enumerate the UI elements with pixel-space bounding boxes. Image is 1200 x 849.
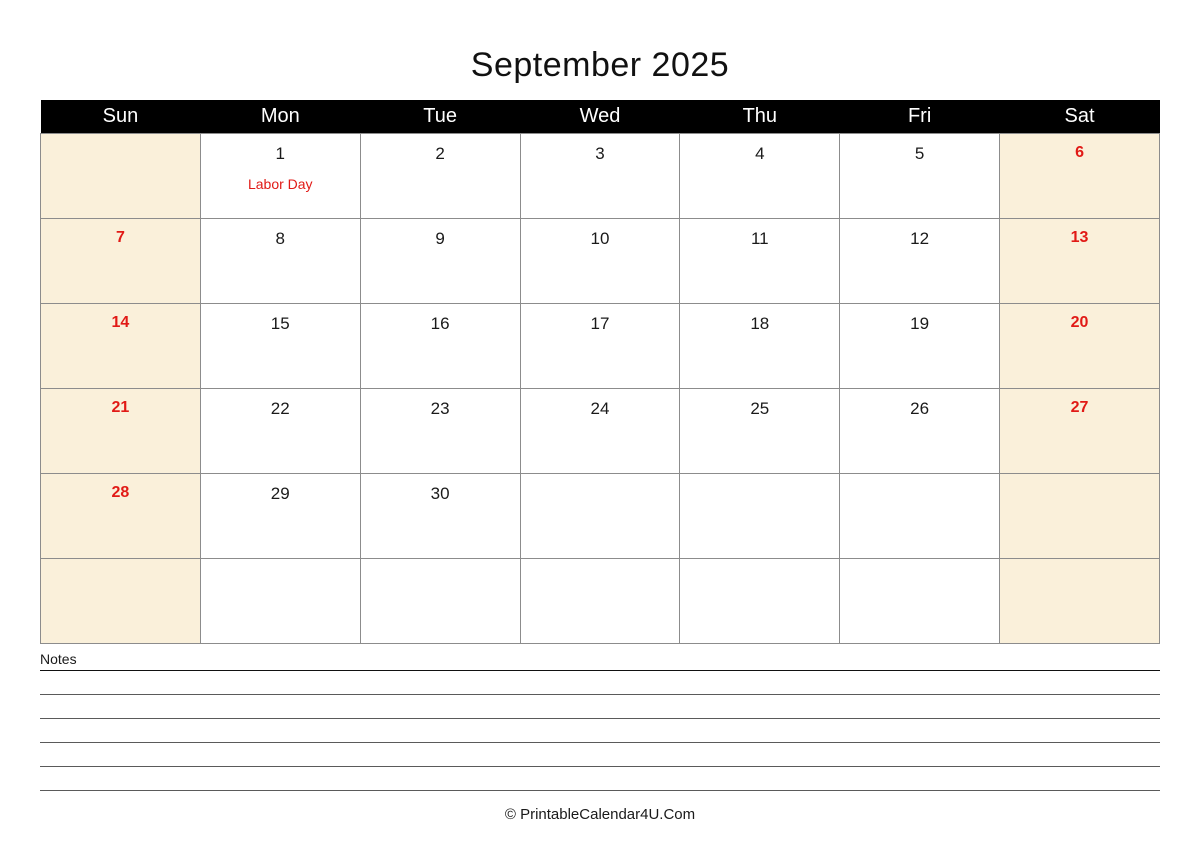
weekday-header-sun: Sun [41,100,201,134]
day-cell[interactable] [41,474,201,559]
day-cell[interactable] [680,134,840,219]
day-number: 1 [275,144,285,163]
day-number: 9 [435,229,445,248]
notes-section [40,651,1160,791]
day-cell[interactable] [1000,219,1160,304]
day-event [1000,331,1159,346]
day-number: 8 [275,229,285,248]
day-number [361,559,520,570]
day-event [680,247,839,262]
day-number [201,559,360,570]
day-number: 24 [590,399,610,418]
day-number [840,474,999,485]
day-event [680,332,839,347]
day-event [840,332,999,347]
day-number: 13 [1070,229,1089,246]
day-event [201,332,360,347]
day-cell[interactable] [680,219,840,304]
day-cell[interactable] [200,389,360,474]
day-event [41,570,200,585]
calendar-week-row [41,304,1160,389]
day-cell[interactable] [840,219,1000,304]
day-event [1000,416,1159,431]
day-event [521,247,680,262]
day-number: 14 [111,314,130,331]
day-cell[interactable] [41,389,201,474]
day-event [521,332,680,347]
day-cell[interactable] [520,304,680,389]
day-event [361,570,520,585]
footer-copyright: © PrintableCalendar4U.Com [504,806,696,823]
day-cell[interactable] [680,474,840,559]
day-cell[interactable] [1000,474,1160,559]
calendar-body [41,134,1160,644]
day-number [680,474,839,485]
day-cell[interactable] [360,559,520,644]
day-number: 27 [1070,399,1089,416]
day-event [521,485,680,500]
weekday-header-thu: Thu [680,100,840,134]
day-cell[interactable] [360,134,520,219]
day-event [361,417,520,432]
day-number: 21 [111,399,130,416]
day-cell[interactable] [1000,559,1160,644]
note-line[interactable] [40,695,1160,719]
day-number: 28 [111,484,130,501]
day-event [41,246,200,261]
day-number [521,559,680,570]
day-number: 25 [750,399,770,418]
day-number [1000,559,1159,570]
weekday-header-sat: Sat [1000,100,1160,134]
day-event [1000,246,1159,261]
day-number: 23 [430,399,450,418]
day-cell[interactable] [680,304,840,389]
day-event [521,162,680,177]
day-number: 26 [910,399,930,418]
day-cell[interactable] [840,304,1000,389]
day-cell[interactable] [41,304,201,389]
day-event [840,162,999,177]
page-title: September 2025 [470,46,730,84]
day-cell[interactable] [840,134,1000,219]
day-cell[interactable] [1000,304,1160,389]
day-cell[interactable] [520,389,680,474]
note-line[interactable] [40,767,1160,791]
day-cell[interactable] [680,389,840,474]
day-event [840,570,999,585]
day-number: 29 [270,484,290,503]
day-number: 17 [590,314,610,333]
day-number: 5 [914,144,925,163]
day-number [41,134,200,145]
day-cell[interactable] [840,389,1000,474]
day-number [840,559,999,570]
day-number: 4 [755,144,765,163]
weekday-header-wed: Wed [520,100,680,134]
day-event [201,247,360,262]
day-event [361,162,520,177]
day-event [41,501,200,516]
calendar-week-row [41,474,1160,559]
day-cell[interactable] [680,559,840,644]
day-number: 15 [270,314,290,333]
day-cell[interactable] [200,474,360,559]
day-event [361,247,520,262]
day-cell[interactable] [200,219,360,304]
day-event [521,417,680,432]
day-number [521,474,680,485]
day-cell[interactable] [520,474,680,559]
day-number: 2 [435,144,445,163]
day-cell[interactable] [1000,134,1160,219]
calendar-grid [40,100,1160,644]
day-event [361,332,520,347]
weekday-header-fri: Fri [840,100,1000,134]
day-cell[interactable] [360,304,520,389]
day-cell[interactable] [360,389,520,474]
day-event [1000,570,1159,585]
day-cell[interactable] [200,134,360,219]
weekday-header-tue: Tue [360,100,520,134]
day-cell[interactable] [41,559,201,644]
day-event [680,417,839,432]
day-number: 3 [595,144,605,163]
day-number: 11 [750,229,769,248]
day-number [680,559,839,570]
calendar-week-row [41,389,1160,474]
calendar-week-row [41,219,1160,304]
day-event [41,416,200,431]
day-cell[interactable] [520,134,680,219]
day-cell[interactable] [360,474,520,559]
day-number: 18 [750,314,770,333]
day-cell[interactable] [360,219,520,304]
day-number: 6 [1075,144,1084,161]
note-line[interactable] [40,670,1160,695]
day-event [361,502,520,517]
day-number: 20 [1070,314,1089,331]
day-event [201,570,360,585]
day-number: 19 [910,314,930,333]
notes-label: Notes [40,651,77,667]
day-cell[interactable] [520,219,680,304]
weekday-header-mon: Mon [200,100,360,134]
day-cell[interactable] [840,474,1000,559]
day-event [680,570,839,585]
day-event [840,417,999,432]
calendar-week-row [41,134,1160,219]
day-event [680,485,839,500]
day-cell[interactable] [41,134,201,219]
day-number: 22 [270,399,290,418]
day-event [1000,485,1159,500]
day-number: 10 [590,229,610,248]
day-event [41,331,200,346]
day-cell[interactable] [840,559,1000,644]
day-event [680,162,839,177]
day-event [840,247,999,262]
day-number: 12 [910,229,930,248]
day-cell[interactable] [200,304,360,389]
day-event [41,145,200,160]
day-cell[interactable] [1000,389,1160,474]
day-number: 30 [430,484,450,503]
day-number [41,559,200,570]
day-event [201,417,360,432]
note-line[interactable] [40,743,1160,767]
day-number: 16 [430,314,450,333]
day-cell[interactable] [41,219,201,304]
note-line[interactable] [40,719,1160,743]
day-event: Labor Day [247,176,313,192]
calendar-week-row [41,559,1160,644]
day-event [1000,161,1159,176]
day-event [521,570,680,585]
day-cell[interactable] [520,559,680,644]
day-cell[interactable] [200,559,360,644]
day-event [201,502,360,517]
day-number [1000,474,1159,485]
day-event [840,485,999,500]
calendar-header-row [41,100,1160,134]
day-number: 7 [115,229,125,246]
